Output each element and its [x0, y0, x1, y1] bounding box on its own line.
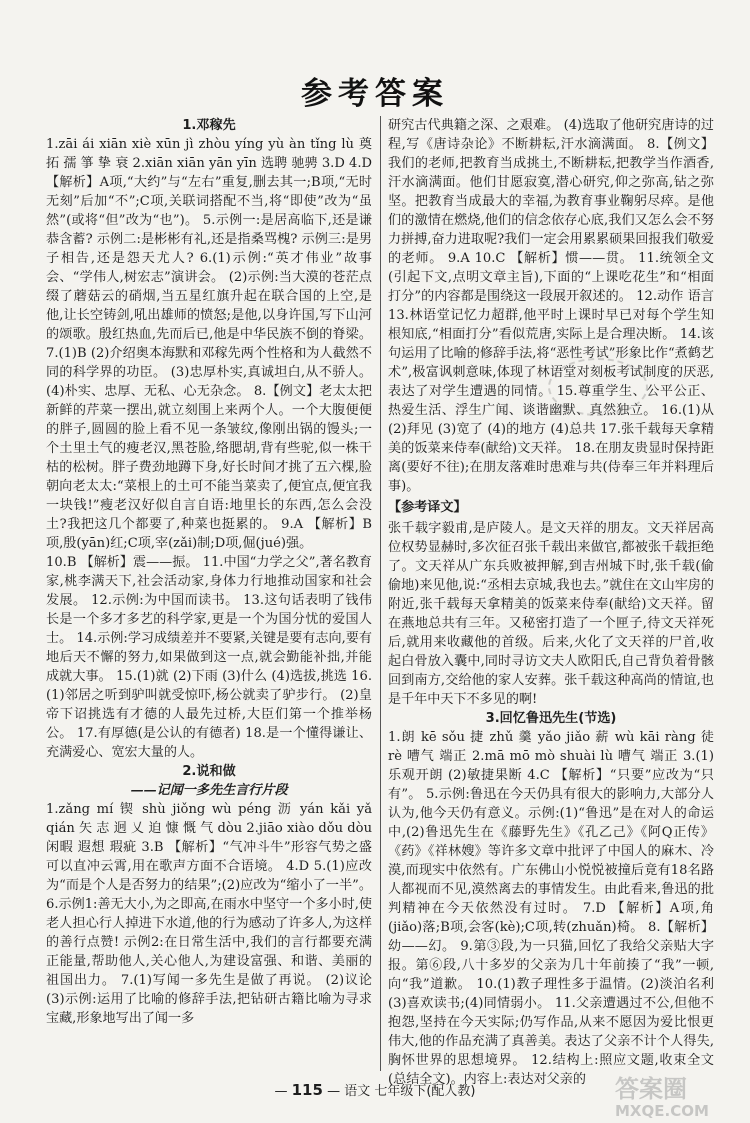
section-heading-deng-jiaxian: 1.邓稼先: [182, 118, 236, 133]
faint-stamp-mark: [548, 358, 648, 416]
section-heading-lu-xun: 3.回忆鲁迅先生(节选): [485, 711, 617, 726]
section-subheading: ——记闻一多先生言行片段: [130, 783, 288, 798]
answer-paragraph: 1.朗 kē sǒu 捷 zhǔ 羹 yǎo jiǎo 薪 wù kāi ràng 徒 rè 嘈气 端正 2.mā mō mò shuài lù 嘈气 端正 3.(1)乐观开朗 (2)敏捷果断 4.C 【解析】“只要”应改为“只有”。 5.示例:鲁迅在今天仍具有很大的影响力,大部分人认为,他今天仍有意义。示例:(1)“鲁迅”是在对人的命运中,(2)鲁迅先生在《藤野先生》《孔乙己》《阿Q正传》《药》《祥林嫂》等许多文章中批评了中国人的麻木、冷漠,而现实中依然有。广东佛山小悦悦被撞后竟有18名路人都视而不见,漠然离去的事情发生。由此看来,鲁迅的批判精神在今天依然没有过时。 7.D 【解析】A项,角(jiǎo)落;B项,会客(kè);C项,转(zhuǎn)椅。 8.【解析】幼——幻。 9.第③段,为一只猫,回忆了我给父亲贴大字报。第⑥段,八十多岁的父亲为几十年前揍了“我”一顿,向“我”道歉。 10.(1)教子理性多于温情。(2)淡泊名利 (3)喜欢读书;(4)同情弱小。 11.父亲遭遇过不公,但他不抱怨,坚持在今天实际;仍写作品,从来不愿因为爱比恨更伟大,他的作品充满了真善美。表达了父亲不计个人得失,胸怀世界的思想境界。 12.结构上:照应文题,收束全文(总结全文)。内容上:表达对父亲的: [388, 730, 714, 1087]
left-column: [46, 116, 372, 1071]
translation-heading: 【参考译文】: [388, 500, 467, 515]
translation-paragraph: 张千载字毅甫,是庐陵人。是文天祥的朋友。文天祥居高位权势显赫时,多次征召张千载出来做官,都被张千载拒绝了。文天祥从广东兵败被押解,到吉州城下时,张千载(偷偷地)来见他,说:“丞相去京城,我也去。”就住在文山牢房的附近,张千载每天拿精美的饭菜来侍奉(献给)文天祥。留在燕地总共有三年。又秘密打造了一个匣子,待文天祥死后,就用来收藏他的首级。后来,火化了文天祥的尸首,收起白骨放入囊中,同时寻访文夫人欧阳氏,自己背负着骨骸回到南方,交给他的家人安葬。张千载这种高尚的情谊,也是千年中天下不多见的啊!: [388, 521, 714, 707]
site-watermark: [615, 1076, 709, 1120]
answer-paragraph: 研究古代典籍之深、之艰难。 (4)选取了他研究唐诗的过程,写《唐诗杂论》不断耕耘,汗水滴满面。 8.【例文】我们的老师,把教育当成挑土,不断耕耘,把教学当作酒香,汗水滴满面。他们甘愿寂寞,潜心研究,仰之弥高,钻之弥坚。把教育当成最大的幸福,为教育事业鞠躬尽瘁。是他们的激情在燃烧,他们的信念依存心底,我们又怎么会不努力拼搏,奋力进取呢?我们一定会用累累硕果回报我们敬爱的老师。 9.A 10.C 【解析】惯——贯。 11.统领全文(引起下文,点明文章主旨),下面的“上课吃花生”和“相面打分”的内容都是围绕这一段展开叙述的。 12.动作 语言 13.林语堂记忆力超群,他平时上课时早已对每个学生知根知底,“相面打分”看似荒唐,实际上是合理决断。 14.该句运用了比喻的修辞手法,将“恶性考试”形象比作“煮鹤艺术”,极富讽刺意味,体现了林语堂对刻板考试制度的厌恶,表达了对学生遭遇的同情。 15.尊重学生、公平公正、热爱生活、浮生广闻、谈谐幽默、真然独立。 16.(1)从 (2)拜见 (3)宽了 (4)的地方 (4)总共 17.张千载每天拿精美的饭菜来侍奉(献给)文天祥。 18.在朋友贵显时保持距离(要好不往);在朋友落难时患难与共(侍奉三年并料理后事)。: [388, 118, 714, 494]
answer-paragraph: 1.zǎng mí 锲 shù jiǒng wù péng 沥 yán kǎi yǎ qián 矢 志 迥 乂 迫 慷 慨 气 dòu 2.jiāo xiào dǒu dòu 闲暇 遐想 瑕疵 3.B 【解析】“气冲斗牛”形容气势之盛可以直冲云霄,用在歌声方面不合语境。 4.D 5.(1)应改为“而是个人是否努力的结果”;(2)应改为“缩小了一半”。 6.示例1:善无大小,为之即高,在雨水中坚守一个多小时,使老人担心行人掉进下水道,他的行为感动了许多人,为这样的善行点赞! 示例2:在日常生活中,我们的言行都要充满正能量,帮助他人,关心他人,为建设富强、和谐、美丽的祖国出力。 7.(1)写闻一多先生是做了再说。 (2)议论 (3)示例:运用了比喻的修辞手法,把钻研古籍比喻为寻求宝藏,形象地写出了闻一多: [46, 802, 372, 1026]
watermark-line1: 答案圈: [615, 1075, 687, 1103]
page-number: 115: [291, 1081, 323, 1099]
page-title: 参考答案: [301, 76, 449, 112]
answer-paragraph: 1.zāi ái xiān xiè xūn jì zhòu yíng yù àn tǐng lù 奠 拓 孺 箏 挚 衰 2.xiān xiān yān yīn 选聘 驰骋 3.D 4.D 【解析】A项,“大约”与“左右”重复,删去其一;B项,“无时无刻”后加“不”;C项,关联词搭配不当,将“即使”改为“虽然”(或将“但”改为“也”)。 5.示例一:是居高临下,还是谦恭含蓄? 示例二:是彬彬有礼,还是指桑骂槐? 示例三:是男子相告,还是怨天尤人? 6.(1)示例:“英才伟业”故事会、“学伟人,树宏志”演讲会。 (2)示例:当大漠的苍茫点缀了蘑菇云的硝烟,当五星红旗升起在联合国的上空,是他,让长空铸剑,吼出雄师的愤怒;是他,以身许国,写下山河的颂歌。殷红热血,先而后已,他是中华民族不倒的脊梁。 7.(1)B (2)介绍奥本海默和邓稼先两个性格和为人截然不同的科学界的功臣。 (3)忠厚朴实,真诚坦白,从不骄人。 (4)朴实、忠厚、无私、心无杂念。 8.【例文】老太太把新鲜的芹菜一摆出,就立刻围上来两个人。一个大腹便便的胖子,圆圆的脸上看不见一条皱纹,像刚出锅的馒头;一个土里土气的瘦老汉,黑苍脸,络腮胡,背有些驼,似一株干枯的松树。胖子费劲地蹲下身,好长时间才挑了五六棵,脸朝向老太太:“菜根上的土可不能当菜卖了,便宜点,便宜我一块钱!”瘦老汉好似自言自语:地里长的东西,怎么会没土?我把这几个都要了,种菜也挺累的。 9.A 【解析】B项,殷(yān)红;C项,宰(zǎi)制;D项,倔(jué)强。: [46, 137, 372, 551]
column-divider: [380, 116, 381, 1071]
answer-paragraph: 10.B 【解析】震——振。 11.中国“力学之父”,著名教育家,桃李满天下,社会活动家,身体力行地推动国家和社会发展。 12.示例:为中国而读书。 13.这句话表明了钱伟长是一个多才多艺的科学家,更是一个为国分忧的爱国人士。 14.示例:学习成绩差并不要紧,关键是要有志向,要有地后天不懈的努力,如果做到这一点,就会勤能补拙,并能成就大事。 15.(1)就 (2)下雨 (3)什么 (4)选拔,挑选 16.(1)邻居之听到驴叫就受惊吓,杨公就卖了驴步行。 (2)皇帝下诏挑选有才德的人最先过桥,大臣们第一个推举杨公。 17.有厚德(是公认的有德者) 18.是一个懂得谦让、充满爱心、宽宏大量的人。: [46, 555, 372, 760]
footer-subject: 语文: [344, 1084, 371, 1099]
right-column: [388, 116, 714, 1087]
page-footer: — 115 — 语文 七年级下(配人教): [274, 1081, 476, 1099]
section-heading-shuo-he-zuo: 2.说和做: [182, 764, 236, 779]
watermark-line2: MXQE.COM: [615, 1102, 709, 1120]
footer-grade: 七年级下(配人教): [374, 1084, 476, 1099]
